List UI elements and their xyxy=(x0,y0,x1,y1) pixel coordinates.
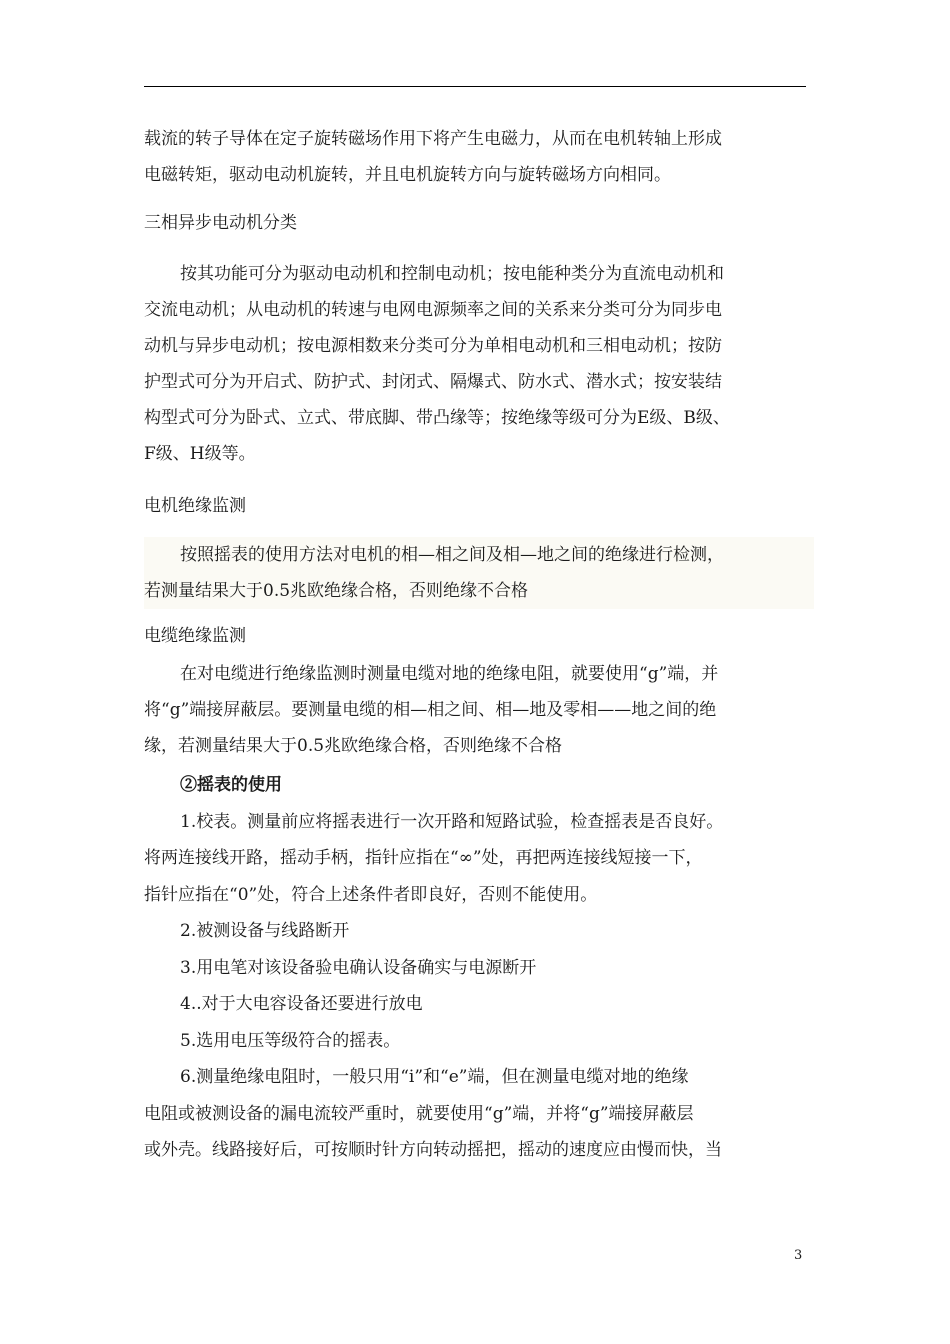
text-line: 4..对于大电容设备还要进行放电 xyxy=(180,994,423,1014)
text-line: 在对电缆进行绝缘监测时测量电缆对地的绝缘电阻，就要使用“g”端，并 xyxy=(180,664,719,684)
text-line: 3.用电笔对该设备验电确认设备确实与电源断开 xyxy=(180,957,537,978)
text-line: 电阻或被测设备的漏电流较严重时，就要使用“g”端，并将“g”端接屏蔽层 xyxy=(144,1103,694,1124)
text-line: 若测量结果大于0.5兆欧绝缘合格，否则绝缘不合格 xyxy=(144,581,529,601)
text-line: 6.测量绝缘电阻时，一般只用“i”和“e”端，但在测量电缆对地的绝缘 xyxy=(180,1067,689,1087)
text-line: 将“g”端接屏蔽层。要测量电缆的相—相之间、相—地及零相——地之间的绝 xyxy=(144,700,717,720)
text-line: 5.选用电压等级符合的摇表。 xyxy=(180,1030,401,1051)
text-line: 载流的转子导体在定子旋转磁场作用下将产生电磁力，从而在电机转轴上形成 xyxy=(144,129,722,149)
usage-section xyxy=(144,767,814,1169)
text-line: 缘，若测量结果大于0.5兆欧绝缘合格，否则绝缘不合格 xyxy=(144,736,563,756)
usage-heading: ②摇表的使用 xyxy=(180,775,282,795)
text-line: 或外壳。线路接好后，可按顺时针方向转动摇把，摇动的速度应由慢而快，当 xyxy=(144,1140,722,1160)
page-number: 3 xyxy=(794,1248,803,1263)
text-line: 1.校表。测量前应将摇表进行一次开路和短路试验，检查摇表是否良好。 xyxy=(180,811,724,832)
text-line: 护型式可分为开启式、防护式、封闭式、隔爆式、防水式、潜水式；按安装结 xyxy=(144,372,722,392)
text-line: 构型式可分为卧式、立式、带底脚、带凸缘等；按绝缘等级可分为E级、B级、 xyxy=(144,408,730,428)
motor-insulation-paragraph xyxy=(144,537,814,609)
section-heading-classification: 三相异步电动机分类 xyxy=(144,213,297,233)
cable-insulation-paragraph xyxy=(144,656,814,764)
section-heading-cable-insulation: 电缆绝缘监测 xyxy=(144,626,246,646)
text-line: 电磁转矩，驱动电动机旋转，并且电机旋转方向与旋转磁场方向相同。 xyxy=(144,165,671,185)
text-line: 指针应指在“0”处，符合上述条件者即良好，否则不能使用。 xyxy=(144,884,598,905)
text-line: 动机与异步电动机；按电源相数来分类可分为单相电动机和三相电动机；按防 xyxy=(144,336,722,356)
intro-paragraph xyxy=(144,121,814,193)
header-rule xyxy=(144,86,806,87)
text-line: 将两连接线开路，摇动手柄，指针应指在“∞”处，再把两连接线短接一下， xyxy=(144,848,703,868)
text-line: F级、H级等。 xyxy=(144,444,256,464)
text-line: 按照摇表的使用方法对电机的相—相之间及相—地之间的绝缘进行检测， xyxy=(180,545,724,565)
text-line: 2.被测设备与线路断开 xyxy=(180,921,350,941)
classification-paragraph xyxy=(144,256,814,472)
section-heading-motor-insulation: 电机绝缘监测 xyxy=(144,496,246,516)
text-line: 交流电动机；从电动机的转速与电网电源频率之间的关系来分类可分为同步电 xyxy=(144,300,722,320)
text-line: 按其功能可分为驱动电动机和控制电动机；按电能种类分为直流电动机和 xyxy=(180,264,724,284)
